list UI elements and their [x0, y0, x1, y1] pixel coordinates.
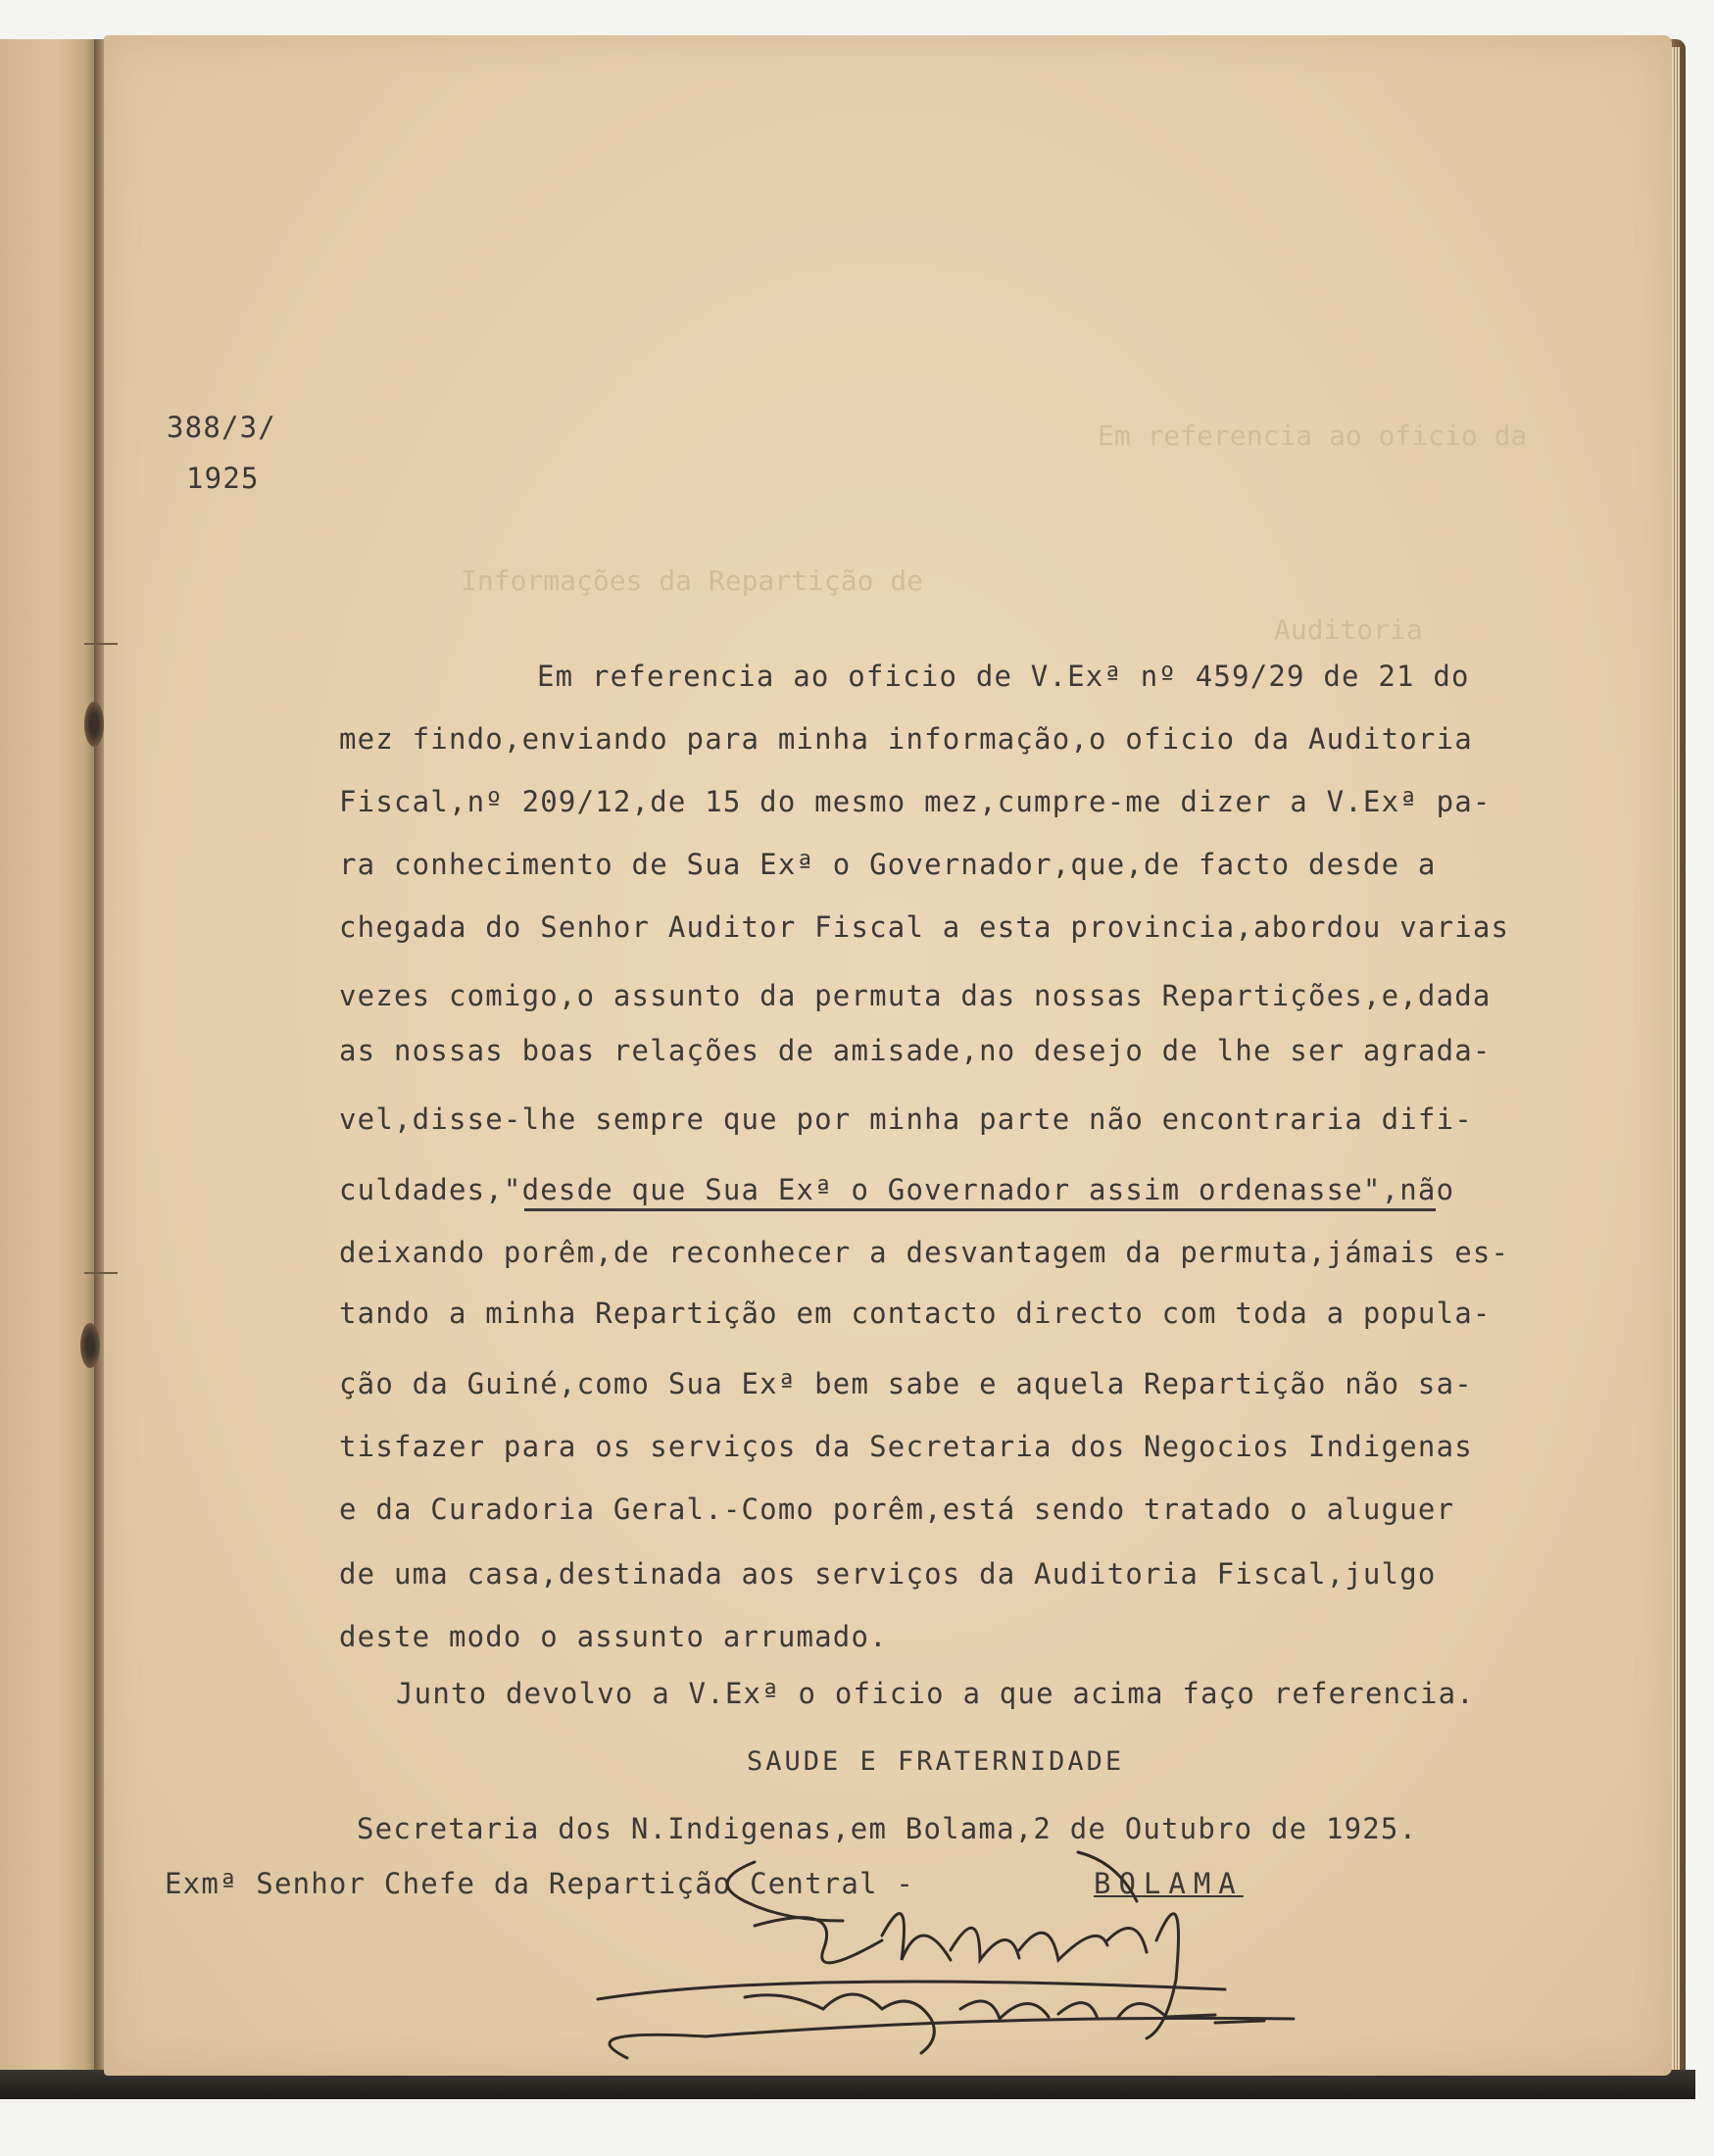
bleed-through-text: Auditoria: [1274, 613, 1423, 646]
bleed-through-text: Informações da Repartição de: [461, 564, 924, 597]
body-line: de uma casa,destinada aos serviços da Auditoria Fiscal,julgo: [339, 1557, 1437, 1591]
body-line: deixando porêm,de reconhecer a desvantagem da permuta,jámais es-: [339, 1236, 1510, 1269]
body-line: ção da Guiné,como Sua Exª bem sabe e aquela Repartição não sa-: [339, 1367, 1473, 1400]
binding-stitch: [84, 643, 118, 645]
body-line: Em referencia ao oficio de V.Exª nº 459/29 de 21 do: [537, 660, 1470, 693]
binding-stitch: [84, 1272, 118, 1274]
body-line: culdades,"desde que Sua Exª o Governador assim ordenasse",não: [339, 1173, 1455, 1206]
body-line: chegada do Senhor Auditor Fiscal a esta provincia,abordou varias: [339, 910, 1510, 944]
binding-hole: [84, 702, 104, 747]
body-line: Junto devolvo a V.Exª o oficio a que acima faço referencia.: [396, 1677, 1475, 1710]
body-line: e da Curadoria Geral.-Como porêm,está sendo tratado o aluguer: [339, 1493, 1455, 1526]
body-line: vel,disse-lhe sempre que por minha parte não encontraria difi-: [339, 1102, 1473, 1136]
body-line: Fiscal,nº 209/12,de 15 do mesmo mez,cumpre-me dizer a V.Exª pa-: [339, 785, 1492, 818]
closing-salutation: SAUDE E FRATERNIDADE: [747, 1746, 1125, 1777]
quote-underline: [524, 1208, 1436, 1211]
body-line: tisfazer para os serviços da Secretaria dos Negocios Indigenas: [339, 1430, 1473, 1463]
place-and-date: Secretaria dos N.Indigenas,em Bolama,2 de Outubro de 1925.: [357, 1812, 1418, 1845]
reference-number: 388/3/: [167, 411, 276, 444]
body-line: as nossas boas relações de amisade,no desejo de lhe ser agrada-: [339, 1034, 1492, 1067]
body-line: vezes comigo,o assunto da permuta das nossas Repartições,e,dada: [339, 979, 1492, 1012]
reference-year: 1925: [186, 462, 260, 495]
body-line: mez findo,enviando para minha informação,o oficio da Auditoria: [339, 722, 1473, 756]
body-line: ra conhecimento de Sua Exª o Governador,que,de facto desde a: [339, 848, 1437, 881]
recipient-line: Exmª Senhor Chefe da Repartição Central -: [165, 1867, 915, 1900]
body-line: tando a minha Repartição em contacto directo com toda a popula-: [339, 1297, 1492, 1330]
bleed-through-text: Em referencia ao oficio da: [1098, 419, 1528, 452]
left-page-edge: [0, 39, 100, 2078]
handwritten-signature: [588, 1842, 1352, 2078]
body-line: deste modo o assunto arrumado.: [339, 1620, 888, 1653]
recipient-location: BOLAMA: [1094, 1867, 1244, 1900]
binding-hole: [80, 1323, 100, 1368]
